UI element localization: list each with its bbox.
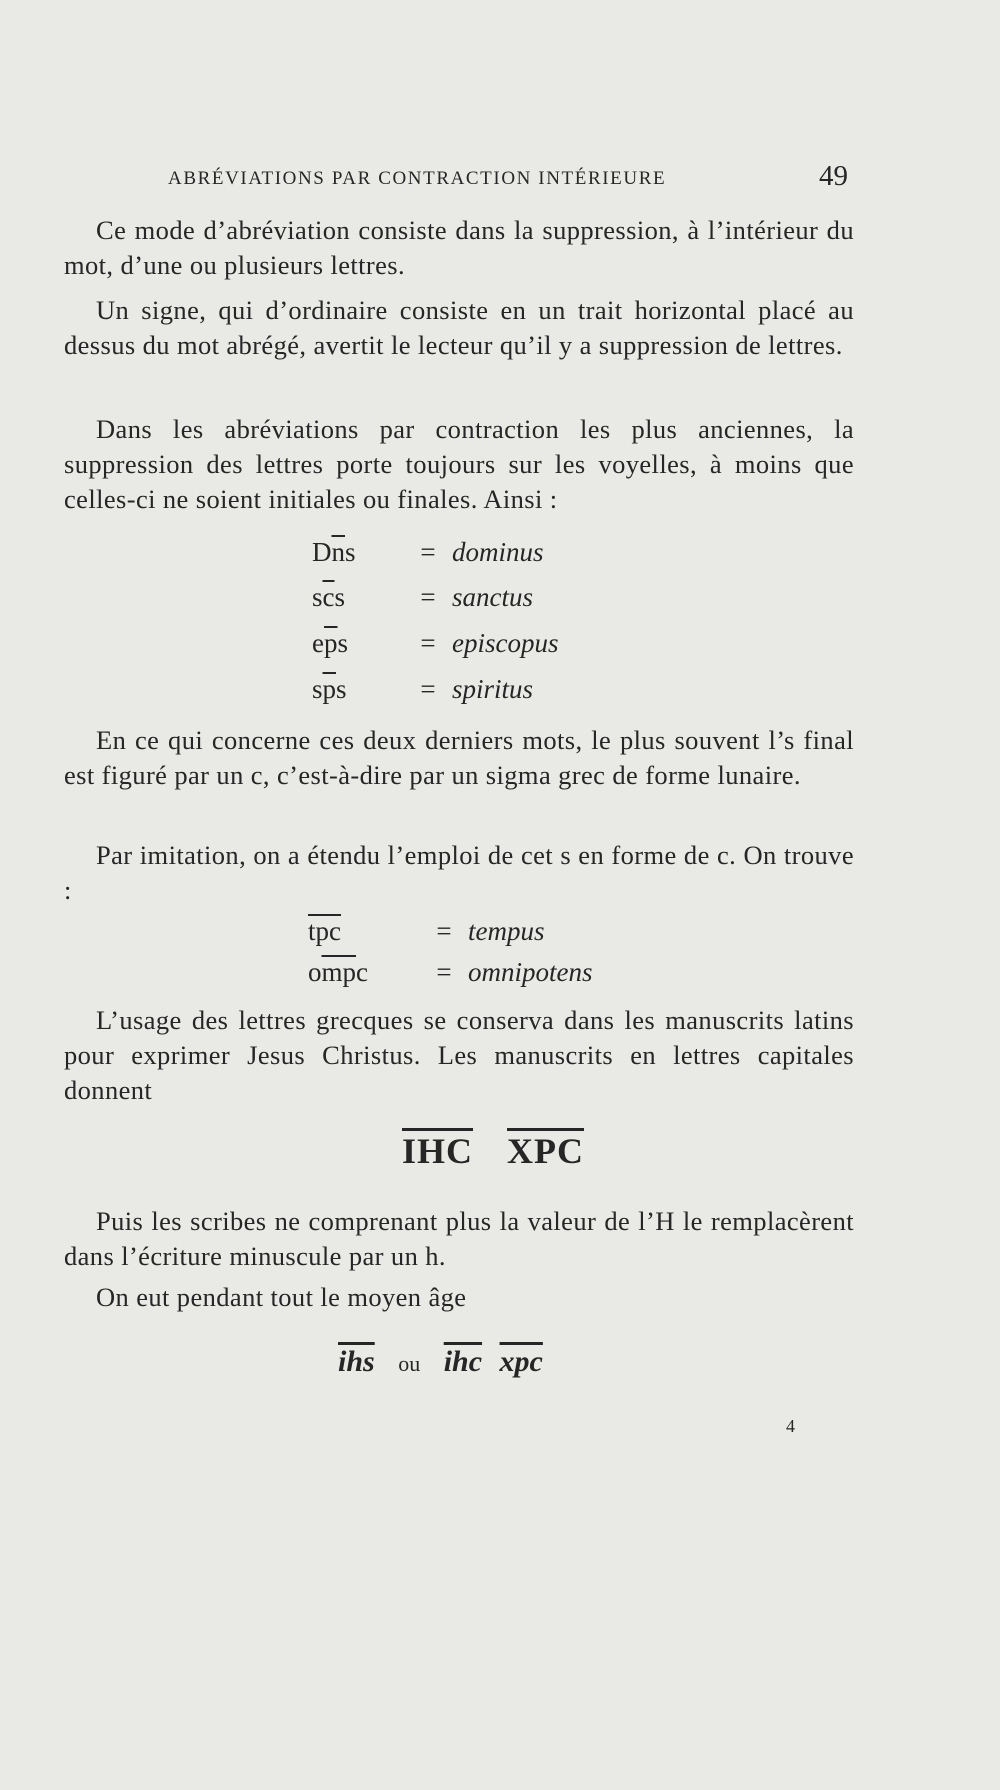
xpc-capital: $\overline{XPC}$ [507, 1131, 585, 1171]
formula-spiritus: $s\overline{p}s$ = spiritus [312, 674, 534, 704]
ou-text: ou [398, 1351, 421, 1376]
ihc-capital: $\overline{IHC}$ [402, 1131, 474, 1171]
formula-episcopus: $e\overline{p}s$ = episcopus [312, 628, 559, 658]
formula-sanctus: $s\overline{c}s$ = sanctus [312, 582, 533, 612]
xpc-minuscule: $\overline{xpc}$ [499, 1345, 543, 1378]
ihc-minuscule: $\overline{ihc}$ [443, 1345, 483, 1378]
paragraph-1: Ce mode d’abréviation consiste dans la suppression, à l’intérieur du mot, d’une ou plusieurs lettres. [64, 215, 854, 280]
running-header [168, 160, 848, 192]
folio-signature: 4 [786, 1416, 795, 1436]
paragraph-5: Par imitation, on a étendu l’emploi de cet s en forme de c. On trouve : [64, 840, 854, 905]
running-title: ABRÉVIATIONS PAR CONTRACTION INTÉRIEURE [168, 168, 667, 189]
paragraph-8: On eut pendant tout le moyen âge [96, 1282, 467, 1312]
formula-dominus: $D\overline{n}s$ = dominus [312, 537, 544, 567]
formula-omnipotens: $o\overline{mp}c$ = omnipotens [308, 957, 593, 987]
paragraph-4: En ce qui concerne ces deux derniers mots, le plus souvent l’s final est figuré par un c, c’est-à-dire par un sigma grec de forme lunaire. [64, 725, 854, 790]
paragraph-7: Puis les scribes ne comprenant plus la valeur de l’H le remplacèrent dans l’écriture minuscule par un h. [64, 1206, 854, 1271]
capital-ihc-xpc [402, 1130, 584, 1172]
minuscule-forms [338, 1345, 543, 1379]
paragraph-2: Un signe, qui d’ordinaire consiste en un trait horizontal placé au dessus du mot abrégé, avertit le lecteur qu’il y a suppression de lettres. [64, 295, 854, 360]
ihs-minuscule: $\overline{ihs}$ [338, 1345, 375, 1378]
paragraph-3: Dans les abréviations par contraction les plus anciennes, la suppression des lettres porte toujours sur les voyelles, à moins que celles-ci ne soient initiales ou finales. Ainsi : [64, 414, 854, 514]
paragraph-6: L’usage des lettres grecques se conserva dans les manuscrits latins pour exprimer Jesus Christus. Les manuscrits en lettres capitales donnent [64, 1005, 854, 1105]
formula-tempus: $\overline{tpc}$ = tempus [308, 916, 545, 946]
page-number: 49 [819, 160, 848, 192]
